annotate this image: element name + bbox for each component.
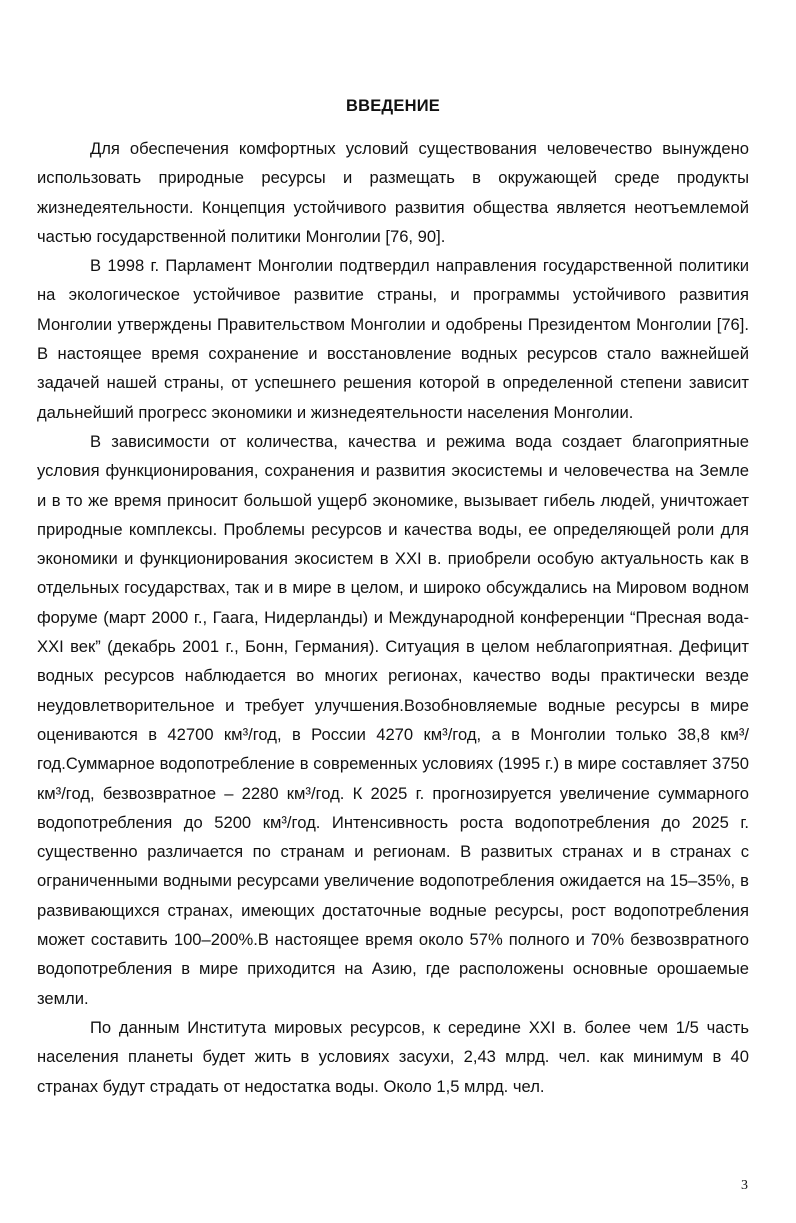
paragraph-3: В зависимости от количества, качества и режима вода создает благоприятные условия функционирования, сохранения и развития экосистемы и человечества на Земле и в то же время приносит большой ущерб экономике, вызывает гибель людей, уничтожает природные комплексы. Проблемы ресурсов и качества воды, ее определяющей роли для экономики и функционирования экосистем в XXI в. приобрели особую актуальность как в отдельных государствах, так и в мире в целом, и широко обсуждались на Мировом водном форуме (март 2000 г., Гаага, Нидерланды) и Международной конференции “Пресная вода-XXI век” (декабрь 2001 г., Бонн, Германия). Ситуация в целом неблагоприятная. Дефицит водных ресурсов наблюдается во многих регионах, качество воды практически везде неудовлетворительное и требует улучшения.Возобновляемые водные ресурсы в мире оцениваются в 42700 км³/год, в России 4270 км³/год, а в Монголии только 38,8 км³/год.Суммарное водопотребление в современных условиях (1995 г.) в мире составляет 3750 км³/год, безвозвратное – 2280 км³/год. К 2025 г. прогнозируется увеличение суммарного водопотребления до 5200 км³/год. Интенсивность роста водопотребления до 2025 г. существенно различается по странам и регионам. В развитых странах и в странах с ограниченными водными ресурсами увеличение водопотребления ожидается на 15–35%, в развивающихся странах, имеющих достаточные водные ресурсы, рост водопотребления может составить 100–200%.В настоящее время около 57% полного и 70% безвозвратного водопотребления в мире приходится на Азию, где расположены основные орошаемые земли.	[37, 431, 749, 1008]
body-text	[37, 134, 749, 1101]
paragraph-1: Для обеспечения комфортных условий существования человечество вынуждено использовать природные ресурсы и размещать в окружающей среде продукты жизнедеятельности. Концепция устойчивого развития общества является неотъемлемой частью государственной политики Монголии [76, 90].	[37, 139, 749, 246]
section-title: ВВЕДЕНИЕ	[346, 97, 440, 115]
paragraph-4: По данным Института мировых ресурсов, к середине XXI в. более чем 1/5 часть населения планеты будет жить в условиях засухи, 2,43 млрд. чел. как минимум в 40 странах будут страдать от недостатка воды. Около 1,5 млрд. чел.	[37, 1017, 749, 1096]
paragraph-2: В 1998 г. Парламент Монголии подтвердил направления государственной политики на экологическое устойчивое развитие страны, и программы устойчивого развития Монголии утверждены Правительством Монголии и одобрены Президентом Монголии [76]. В настоящее время сохранение и восстановление водных ресурсов стало важнейшей задачей нашей страны, от успешнего решения которой в определенной степени зависит дальнейший прогресс экономики и жизнедеятельности населения Монголии.	[37, 256, 749, 422]
page-number: 3	[741, 1178, 748, 1193]
